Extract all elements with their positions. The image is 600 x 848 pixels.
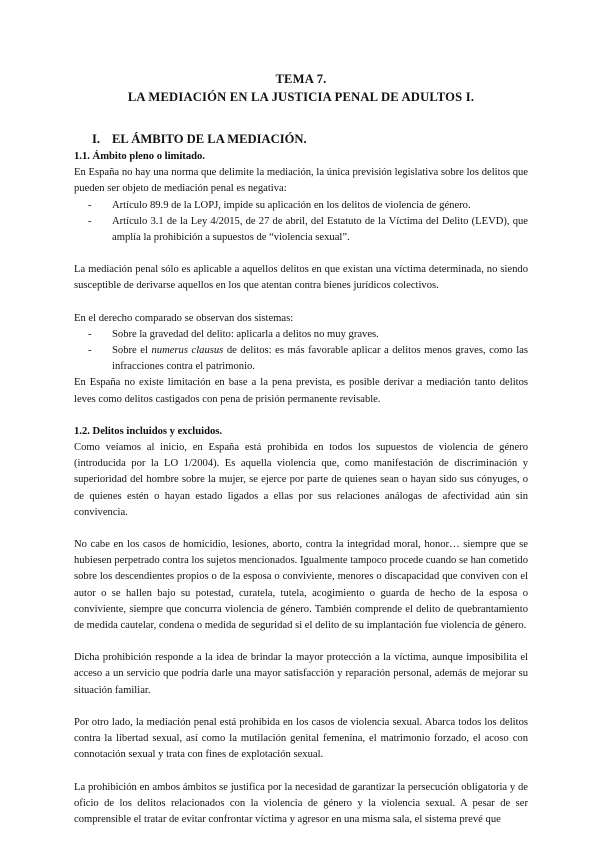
document-title-line2: LA MEDIACIÓN EN LA JUSTICIA PENAL DE ADULTOS I. — [127, 90, 475, 104]
document-title-line1: TEMA 7. — [275, 72, 327, 86]
paragraph: La mediación penal sólo es aplicable a aquellos delitos en que existan una víctima determinada, no siendo susceptible de derivarse aquellos en los que atentan contra bienes jurídicos colectivos. — [74, 264, 528, 292]
paragraph-intro: En España no hay una norma que delimite la mediación, la única previsión legislativa sobre los delitos que pueden ser objeto de mediación penal es negativa: — [74, 167, 528, 195]
subsection-heading-1-2: 1.2. Delitos incluidos y excluidos. — [74, 425, 223, 437]
list-item: - Artículo 3.1 de la Ley 4/2015, de 27 de abril, del Estatuto de la Víctima del Delito (LEVD), que amplía la prohibición a supuestos de “violencia sexual”. — [88, 215, 528, 244]
paragraph: Dicha prohibición responde a la idea de brindar la mayor protección a la víctima, aunque imposibilita el acceso a un servicio que podría darle una mayor satisfacción y reparación personal, además de mejorar su situación familiar. — [74, 652, 528, 696]
section-number: I. — [92, 132, 101, 146]
paragraph: La prohibición en ambos ámbitos se justifica por la necesidad de garantizar la persecución obligatoria y de oficio de los delitos relacionados con la violencia de género y la violencia sexual. A pesar de ser comprensible el tratar de evitar confrontar víctima y agresor en una misma sala, el sistema prevé que — [74, 781, 528, 825]
systems-list — [74, 327, 528, 376]
paragraph: En el derecho comparado se observan dos sistemas: — [74, 312, 294, 324]
paragraph: Como veíamos al inicio, en España está prohibida en todos los supuestos de violencia de género (introducida por la LO 1/2004). Es aquella violencia que, como manifestación de discriminación y superioridad del hombre sobre la mujer, se ejerce por parte de quienes sean o hayan sido sus cónyuges, o de quienes estén o hayan estado ligados a ellas por sus relaciones análogas de afectividad aún sin convivencia. — [74, 442, 528, 518]
paragraph: En España no existe limitación en base a la pena prevista, es posible derivar a mediación tanto delitos leves como delitos castigados con pena de prisión permanente revisable. — [74, 377, 528, 405]
subsection-heading-1-1: 1.1. Ámbito pleno o limitado. — [74, 151, 205, 162]
paragraph: Por otro lado, la mediación penal está prohibida en los casos de violencia sexual. Abarca todos los delitos contra la libertad sexual, así como la mutilación genital femenina, el matrimonio forzado, el acoso con connotación sexual y trata con fines de explotación sexual. — [74, 716, 528, 761]
paragraph: No cabe en los casos de homicidio, lesiones, aborto, contra la integridad moral, honor… siempre que se hubiesen perpetrado contra los sujetos mencionados. Igualmente tampoco procede cuando se han cometido sobre los descendientes propios o de la esposa o conviviente, menores o discapacidad que conviven con el autor o se hallen bajo su potestad, curatela, tutela, acogimiento o guarda de hecho de la esposa o conviviente, siempre que concurra violencia de género. También comprende el delito de quebrantamiento de medida cautelar, condena o medida de seguridad si el delito de su implantación fue violencia de género. — [74, 539, 528, 632]
list-item: - Artículo 89.9 de la LOPJ, impide su aplicación en los delitos de violencia de género. — [88, 199, 471, 211]
list-item: - Sobre la gravedad del delito: aplicarla a delitos no muy graves. — [88, 328, 379, 340]
list-item: - Sobre el numerus clausus de delitos: es más favorable aplicar a delitos menos graves, como las infracciones contra el patrimonio. — [88, 345, 528, 373]
page-content — [74, 70, 528, 828]
section-title: EL ÁMBITO DE LA MEDIACIÓN. — [112, 132, 307, 146]
legislation-list — [74, 198, 528, 247]
section-heading — [92, 131, 528, 147]
